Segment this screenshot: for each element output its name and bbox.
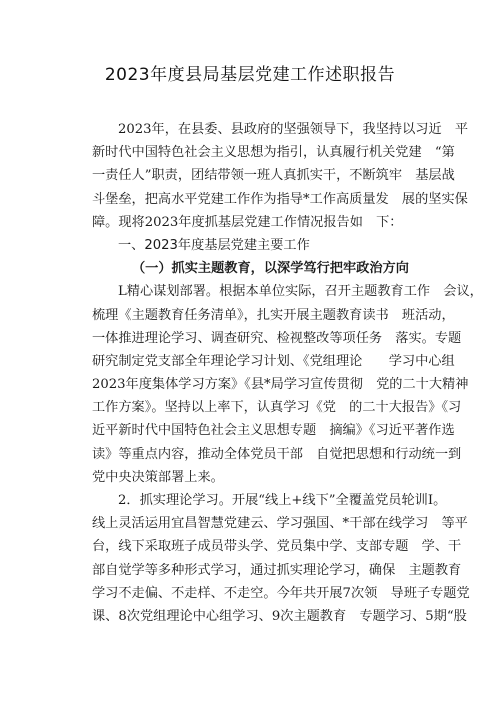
paragraph-line: 2023年度集体学习方案》《县*局学习宣传贯彻 党的二十大精神	[92, 377, 469, 393]
page-title: 2023年度县局基层党建工作述职报告	[104, 65, 396, 85]
paragraph-line: 研究制定党支部全年理论学习计划、《党组理论 学习中心组	[92, 353, 455, 369]
paragraph-line: 一责任人”职责，团结带领一班人真抓实干，不断筑牢 基层战	[92, 168, 455, 184]
subsection-heading: （一）抓实主题教育，以深学笃行把牢政治方向	[132, 261, 409, 277]
paragraph-line: 台，线下采取班子成员带头学、党员集中学、支部专题 学、干	[92, 539, 462, 555]
paragraph-line: 2．抓实理论学习。开展“线上+线下”全覆盖党员轮训I。	[118, 493, 447, 508]
section-heading: 一、2023年度基层党建主要工作	[118, 237, 310, 253]
paragraph-line: 课、8次党组理论中心组学习、9次主题教育 专题学习、5期“股	[92, 608, 467, 624]
paragraph-line: 学习不走偏、不走样、不走空。今年共开展7次领 导班子专题党	[92, 585, 470, 601]
paragraph-line: 部自觉学等多种形式学习，通过抓实理论学习，确保 主题教育	[92, 562, 462, 578]
paragraph-line: 线上灵活运用宜昌智慧党建云、学习强国、*干部在线学习 等平	[92, 516, 468, 532]
paragraph-line: 党中央决策部署上来。	[92, 469, 224, 485]
paragraph-line: L精心谋划部署。根据本单位实际，召开主题教育工作 会议，	[118, 284, 483, 300]
paragraph-line: 障。现将2023年度抓基层党建工作情况报告如 下：	[92, 214, 403, 230]
paragraph-line: 梳理《主题教育任务清单》，扎实开展主题教育读书 班活动，	[92, 307, 455, 323]
paragraph-line: 近平新时代中国特色社会主义思想专题 摘编》《习近平著作选	[92, 423, 455, 439]
paragraph-line: 一体推进理论学习、调查研究、检视整改等项任务 落实。专题	[92, 330, 462, 346]
paragraph-line: 斗堡垒，把高水平党建工作作为指导*工作高质量发 展的坚实保	[92, 191, 468, 207]
document-body	[92, 118, 483, 628]
paragraph-line: 工作方案》。坚持以上率下，认真学习《党 的二十大报告》《习	[92, 400, 462, 416]
paragraph-line: 新时代中国特色社会主义思想为指引，认真履行机关党建 “第	[92, 145, 455, 161]
paragraph-line: 读》等重点内容，推动全体党员干部 自觉把思想和行动统一到	[92, 446, 462, 462]
paragraph-line: 2023年，在县委、县政府的坚强领导下，我坚持以习近 平	[118, 122, 469, 137]
